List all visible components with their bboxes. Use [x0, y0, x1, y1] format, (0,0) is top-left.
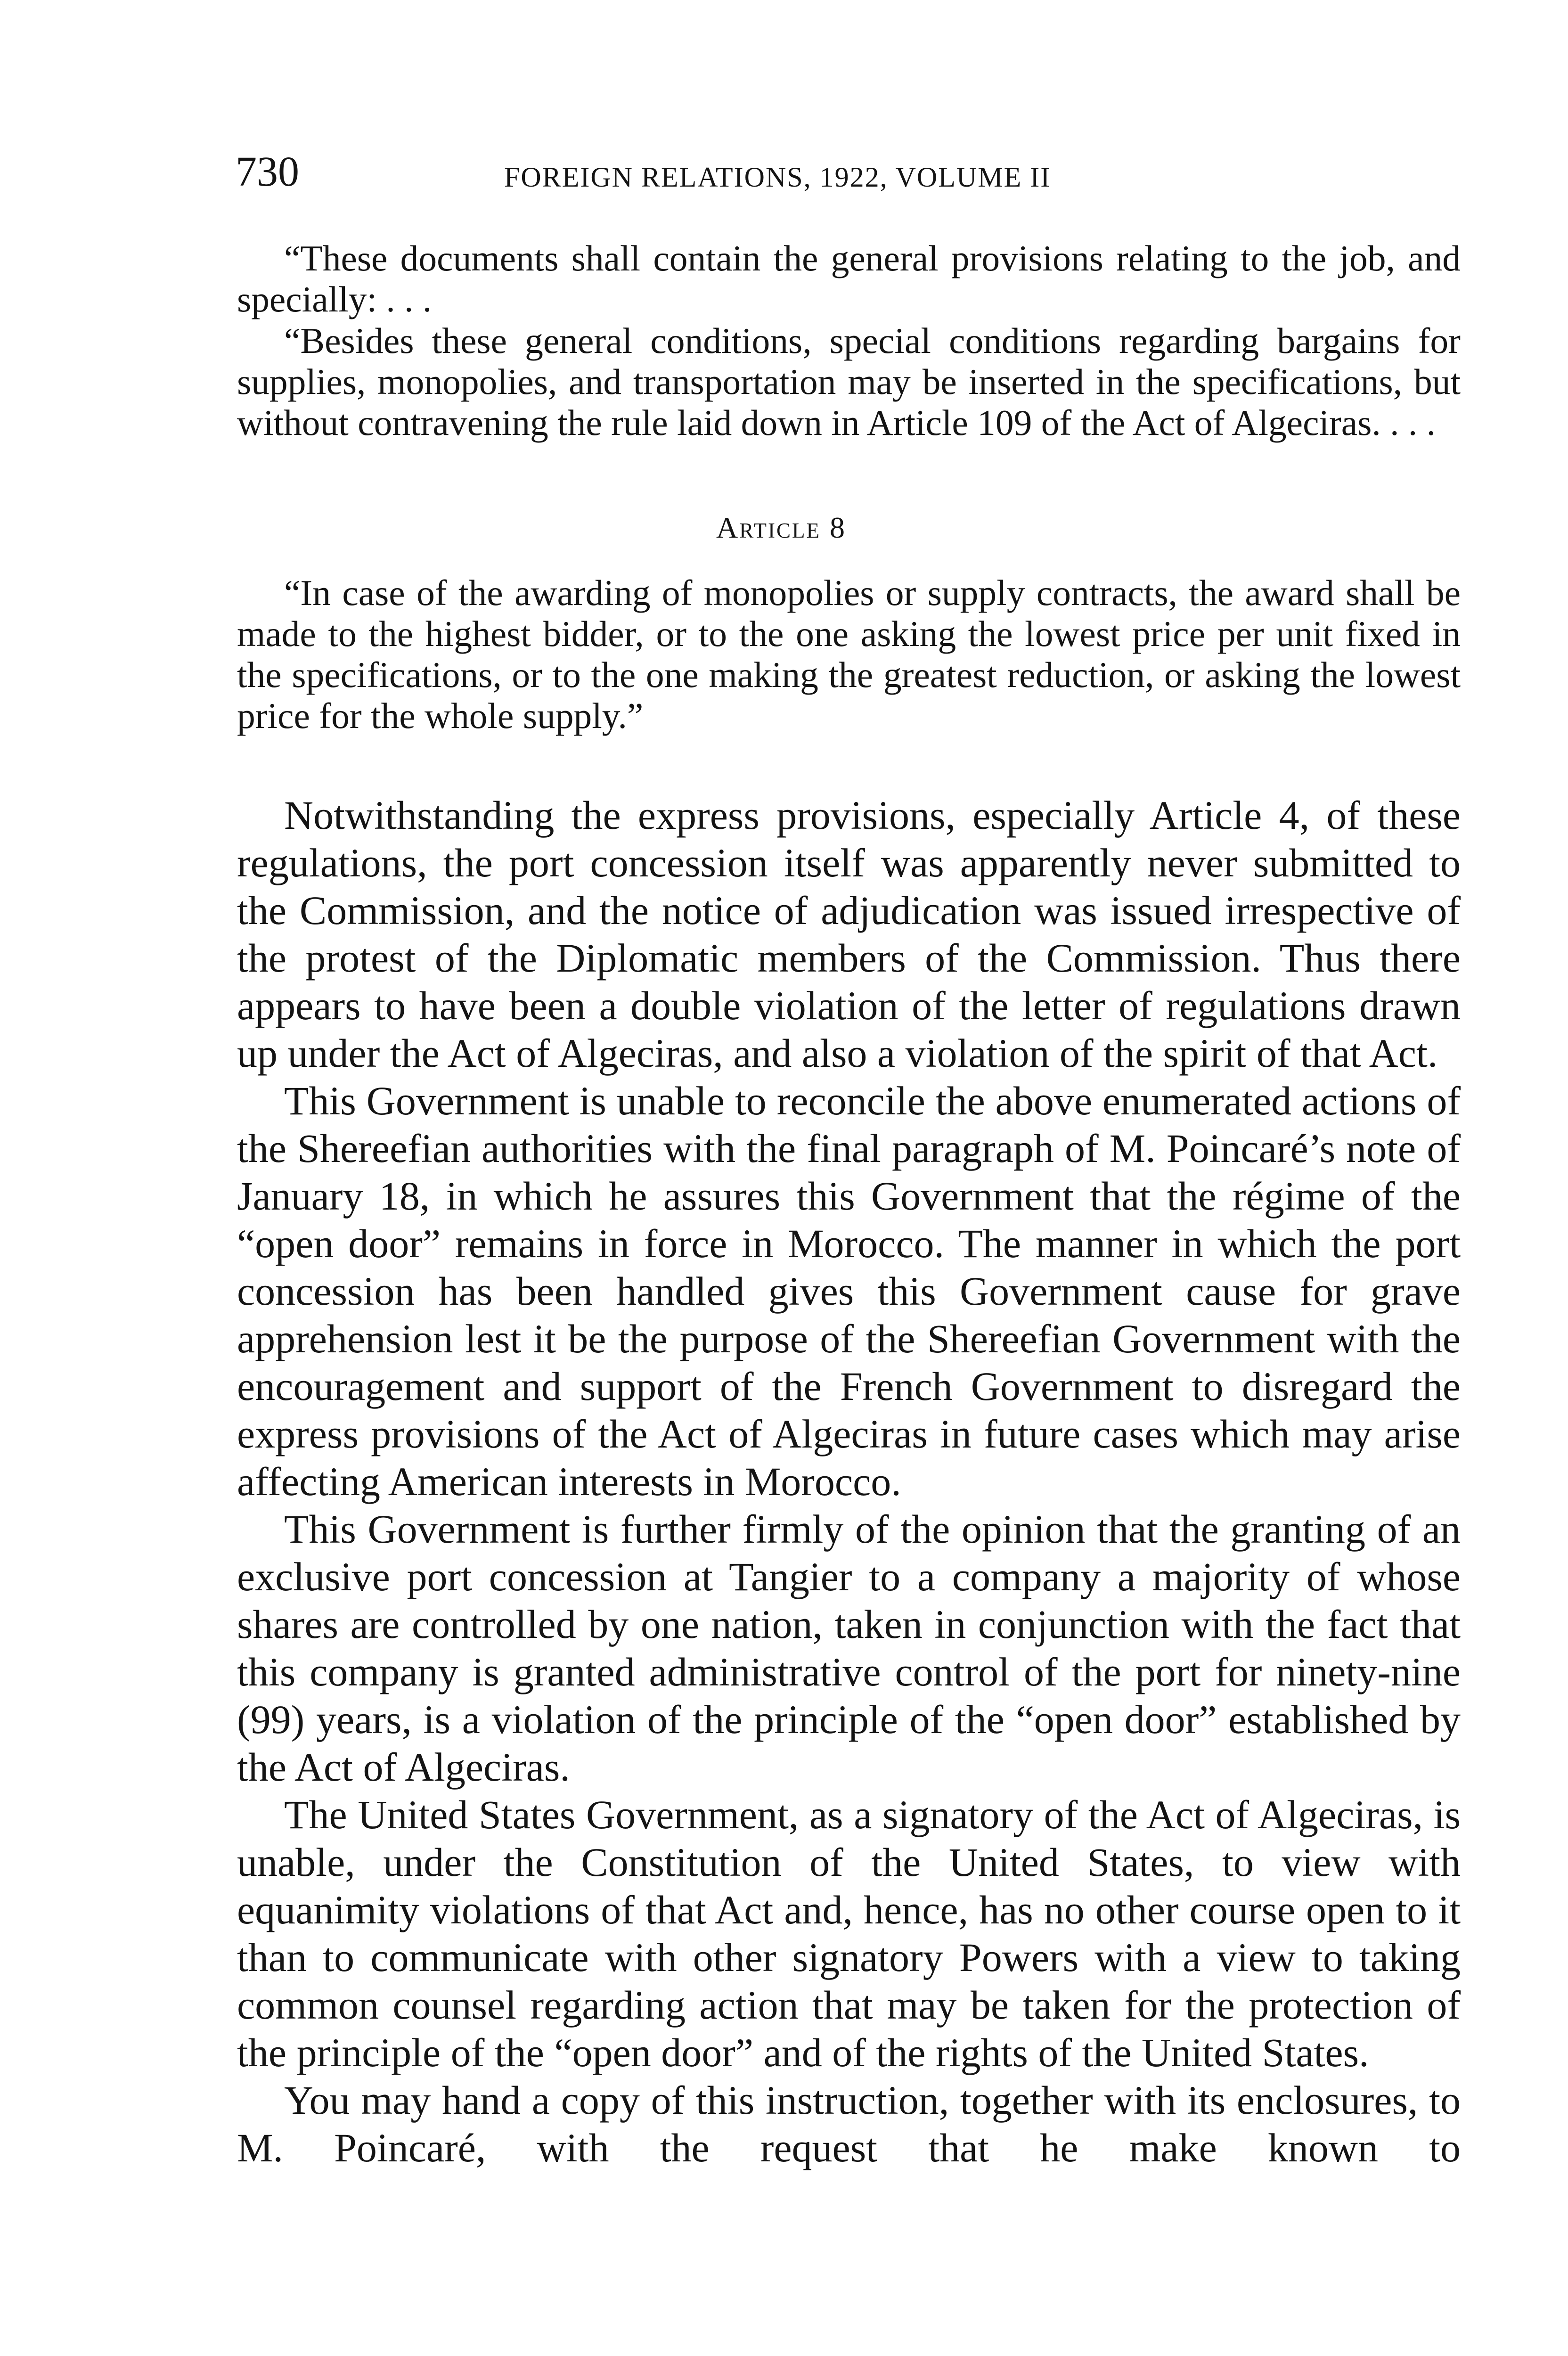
- running-head: FOREIGN RELATIONS, 1922, VOLUME II: [504, 162, 1051, 193]
- page-header: [236, 148, 1479, 205]
- page-number: 730: [236, 148, 299, 195]
- article-heading: Article 8: [716, 511, 846, 544]
- body-paragraph-4: The United States Government, as a signatory of the Act of Algeciras, is unable, under the Constitution of the United States, to view with equanimity violations of that Act and, hence, has no other course open to it than to communicate with other signatory Powers with a view to taking common counsel regarding action that may be taken for the protection of the principle of the “open door” and of the rights of the United States.: [237, 1792, 1461, 2075]
- body-paragraph-3: This Government is further firmly of the opinion that the granting of an exclusive port concession at Tangier to a company a majority of whose shares are controlled by one nation, taken in conjunction with the fact that this company is granted administrative control of the port for ninety-nine (99) years, is a violation of the principle of the “open door” established by the Act of Algeciras.: [237, 1506, 1461, 1790]
- body-text: [237, 792, 1461, 2172]
- body-paragraph-1: Notwithstanding the express provisions, especially Article 4, of these regulations, the port concession itself was apparently never submitted to the Commission, and the notice of adjudication was issued irrespective of the protest of the Diplomatic members of the Commission. Thus there appears to have been a double violation of the letter of regulations drawn up under the Act of Algeciras, and also a violation of the spirit of that Act.: [237, 793, 1461, 1076]
- quoted-paragraph-1: “These documents shall contain the general provisions relating to the job, and specially: . . .: [237, 238, 1461, 319]
- body-paragraph-2: This Government is unable to reconcile the above enumerated actions of the Shereefian authorities with the final paragraph of M. Poincaré’s note of January 18, in which he assures this Government that the régime of the “open door” remains in force in Morocco. The manner in which the port concession has been handled gives this Government cause for grave apprehension lest it be the purpose of the Shereefian Government with the encouragement and support of the French Government to disregard the express provisions of the Act of Algeciras in future cases which may arise affecting American interests in Morocco.: [237, 1078, 1461, 1504]
- quoted-paragraph-3: “In case of the awarding of monopolies or supply contracts, the award shall be made to the highest bidder, or to the one asking the lowest price per unit fixed in the specifications, or to the one making the greatest reduction, or asking the lowest price for the whole supply.”: [237, 573, 1461, 736]
- quoted-paragraph-2: “Besides these general conditions, special conditions regarding bargains for supplies, monopolies, and transportation may be inserted in the specifications, but without contravening the rule laid down in Article 109 of the Act of Algeciras. . . .: [237, 320, 1461, 443]
- body-paragraph-5: You may hand a copy of this instruction, together with its enclosures, to M. Poincaré, with the request that he make known to: [237, 2078, 1461, 2170]
